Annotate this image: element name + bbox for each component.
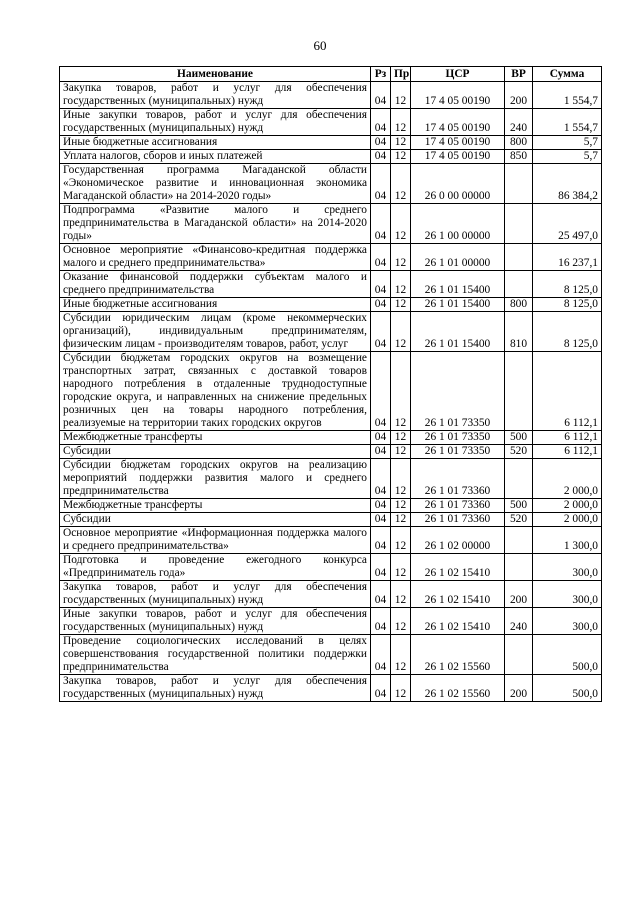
cell-pr: 12 <box>391 150 411 164</box>
cell-rz: 04 <box>371 581 391 608</box>
cell-rz: 04 <box>371 298 391 312</box>
cell-name: Субсидии юридическим лицам (кроме некоммерческих организаций), индивидуальным предпринимателям, физическим лицам - производителям товаров, работ, услуг <box>60 312 371 352</box>
cell-sum: 25 497,0 <box>533 204 602 244</box>
cell-rz: 04 <box>371 164 391 204</box>
cell-vr <box>505 635 533 675</box>
cell-pr: 12 <box>391 204 411 244</box>
cell-name: Закупка товаров, работ и услуг для обеспечения государственных (муниципальных) нужд <box>60 675 371 702</box>
cell-sum: 500,0 <box>533 635 602 675</box>
cell-vr: 200 <box>505 82 533 109</box>
cell-name: Подпрограмма «Развитие малого и среднего предпринимательства в Магаданской области» на 2014-2020 годы» <box>60 204 371 244</box>
table-row <box>60 499 602 513</box>
cell-pr: 12 <box>391 581 411 608</box>
cell-sum: 300,0 <box>533 581 602 608</box>
cell-csr: 26 1 02 15410 <box>411 608 505 635</box>
cell-sum: 2 000,0 <box>533 513 602 527</box>
cell-csr: 26 1 02 15560 <box>411 675 505 702</box>
cell-pr: 12 <box>391 109 411 136</box>
cell-pr: 12 <box>391 352 411 431</box>
cell-csr: 17 4 05 00190 <box>411 82 505 109</box>
cell-name: Подготовка и проведение ежегодного конкурса «Предприниматель года» <box>60 554 371 581</box>
cell-pr: 12 <box>391 431 411 445</box>
cell-pr: 12 <box>391 554 411 581</box>
cell-rz: 04 <box>371 445 391 459</box>
cell-sum: 8 125,0 <box>533 312 602 352</box>
cell-vr: 520 <box>505 513 533 527</box>
cell-csr: 26 1 01 73350 <box>411 352 505 431</box>
table-row <box>60 204 602 244</box>
cell-name: Оказание финансовой поддержки субъектам малого и среднего предпринимательства <box>60 271 371 298</box>
header-sum: Сумма <box>533 67 602 82</box>
cell-sum: 2 000,0 <box>533 499 602 513</box>
cell-rz: 04 <box>371 635 391 675</box>
cell-vr: 800 <box>505 298 533 312</box>
cell-pr: 12 <box>391 513 411 527</box>
cell-name: Государственная программа Магаданской области «Экономическое развитие и инновационная экономика Магаданской области» на 2014-2020 годы» <box>60 164 371 204</box>
cell-name: Проведение социологических исследований в целях совершенствования государственной политики поддержки предпринимательства <box>60 635 371 675</box>
cell-pr: 12 <box>391 527 411 554</box>
cell-rz: 04 <box>371 352 391 431</box>
cell-vr <box>505 271 533 298</box>
cell-sum: 5,7 <box>533 136 602 150</box>
cell-csr: 26 1 00 00000 <box>411 204 505 244</box>
cell-vr: 240 <box>505 608 533 635</box>
cell-rz: 04 <box>371 513 391 527</box>
cell-name: Иные закупки товаров, работ и услуг для обеспечения государственных (муниципальных) нужд <box>60 109 371 136</box>
cell-name: Субсидии <box>60 445 371 459</box>
table-row <box>60 608 602 635</box>
cell-pr: 12 <box>391 635 411 675</box>
cell-csr: 26 0 00 00000 <box>411 164 505 204</box>
cell-pr: 12 <box>391 499 411 513</box>
page-number: 60 <box>313 38 327 53</box>
cell-rz: 04 <box>371 82 391 109</box>
cell-sum: 1 554,7 <box>533 109 602 136</box>
cell-csr: 26 1 01 73350 <box>411 445 505 459</box>
table-header-row <box>60 67 602 82</box>
table-row <box>60 109 602 136</box>
cell-csr: 26 1 01 73360 <box>411 499 505 513</box>
cell-vr <box>505 244 533 271</box>
table-row <box>60 513 602 527</box>
cell-sum: 300,0 <box>533 554 602 581</box>
header-rz: Рз <box>371 67 391 82</box>
cell-pr: 12 <box>391 164 411 204</box>
table-row <box>60 554 602 581</box>
budget-table <box>59 66 602 702</box>
cell-rz: 04 <box>371 204 391 244</box>
cell-name: Субсидии <box>60 513 371 527</box>
cell-csr: 17 4 05 00190 <box>411 150 505 164</box>
cell-rz: 04 <box>371 499 391 513</box>
cell-csr: 26 1 01 73350 <box>411 431 505 445</box>
table-row <box>60 675 602 702</box>
cell-rz: 04 <box>371 608 391 635</box>
cell-vr <box>505 164 533 204</box>
cell-csr: 26 1 01 15400 <box>411 271 505 298</box>
cell-pr: 12 <box>391 445 411 459</box>
cell-sum: 6 112,1 <box>533 352 602 431</box>
cell-vr <box>505 204 533 244</box>
cell-pr: 12 <box>391 136 411 150</box>
table-row <box>60 136 602 150</box>
table-row <box>60 244 602 271</box>
cell-name: Иные бюджетные ассигнования <box>60 298 371 312</box>
header-name: Наименование <box>60 67 371 82</box>
cell-sum: 6 112,1 <box>533 445 602 459</box>
table-row <box>60 581 602 608</box>
cell-vr: 850 <box>505 150 533 164</box>
cell-csr: 26 1 01 15400 <box>411 312 505 352</box>
cell-csr: 17 4 05 00190 <box>411 109 505 136</box>
cell-rz: 04 <box>371 150 391 164</box>
cell-name: Уплата налогов, сборов и иных платежей <box>60 150 371 164</box>
cell-rz: 04 <box>371 527 391 554</box>
table-row <box>60 527 602 554</box>
cell-sum: 6 112,1 <box>533 431 602 445</box>
table-row <box>60 150 602 164</box>
cell-pr: 12 <box>391 298 411 312</box>
table-row <box>60 312 602 352</box>
cell-vr: 800 <box>505 136 533 150</box>
cell-vr: 240 <box>505 109 533 136</box>
cell-vr: 520 <box>505 445 533 459</box>
cell-sum: 16 237,1 <box>533 244 602 271</box>
cell-pr: 12 <box>391 312 411 352</box>
cell-csr: 26 1 02 15410 <box>411 581 505 608</box>
cell-pr: 12 <box>391 271 411 298</box>
table-row <box>60 635 602 675</box>
cell-csr: 26 1 01 15400 <box>411 298 505 312</box>
table-row <box>60 445 602 459</box>
cell-rz: 04 <box>371 312 391 352</box>
cell-sum: 500,0 <box>533 675 602 702</box>
cell-csr: 17 4 05 00190 <box>411 136 505 150</box>
cell-name: Субсидии бюджетам городских округов на возмещение транспортных затрат, связанных с доставкой товаров народного потребления в отдаленные труднодоступные городские округа, и направленных на снижение предельных розничных цен на товары народного потребления, реализуемые на территории таких городских округов <box>60 352 371 431</box>
cell-vr: 810 <box>505 312 533 352</box>
cell-sum: 300,0 <box>533 608 602 635</box>
cell-vr <box>505 352 533 431</box>
cell-csr: 26 1 01 73360 <box>411 459 505 499</box>
cell-name: Основное мероприятие «Финансово-кредитная поддержка малого и среднего предпринимательства» <box>60 244 371 271</box>
cell-sum: 2 000,0 <box>533 459 602 499</box>
table-body <box>60 82 602 702</box>
cell-pr: 12 <box>391 675 411 702</box>
cell-vr: 500 <box>505 499 533 513</box>
cell-name: Иные бюджетные ассигнования <box>60 136 371 150</box>
cell-sum: 8 125,0 <box>533 298 602 312</box>
cell-name: Межбюджетные трансферты <box>60 431 371 445</box>
header-vr: ВР <box>505 67 533 82</box>
cell-name: Закупка товаров, работ и услуг для обеспечения государственных (муниципальных) нужд <box>60 581 371 608</box>
cell-sum: 8 125,0 <box>533 271 602 298</box>
cell-vr <box>505 554 533 581</box>
cell-pr: 12 <box>391 82 411 109</box>
cell-rz: 04 <box>371 109 391 136</box>
cell-name: Межбюджетные трансферты <box>60 499 371 513</box>
cell-vr: 200 <box>505 675 533 702</box>
header-pr: Пр <box>391 67 411 82</box>
cell-name: Закупка товаров, работ и услуг для обеспечения государственных (муниципальных) нужд <box>60 82 371 109</box>
cell-sum: 86 384,2 <box>533 164 602 204</box>
cell-rz: 04 <box>371 675 391 702</box>
cell-rz: 04 <box>371 136 391 150</box>
cell-pr: 12 <box>391 244 411 271</box>
cell-vr <box>505 459 533 499</box>
table-row <box>60 164 602 204</box>
cell-name: Иные закупки товаров, работ и услуг для обеспечения государственных (муниципальных) нужд <box>60 608 371 635</box>
cell-rz: 04 <box>371 554 391 581</box>
table-row <box>60 352 602 431</box>
cell-csr: 26 1 01 73360 <box>411 513 505 527</box>
cell-rz: 04 <box>371 459 391 499</box>
table-row <box>60 298 602 312</box>
cell-rz: 04 <box>371 431 391 445</box>
cell-rz: 04 <box>371 244 391 271</box>
cell-csr: 26 1 02 15560 <box>411 635 505 675</box>
cell-rz: 04 <box>371 271 391 298</box>
cell-vr <box>505 527 533 554</box>
table-row <box>60 431 602 445</box>
cell-sum: 5,7 <box>533 150 602 164</box>
cell-sum: 1 300,0 <box>533 527 602 554</box>
table-row <box>60 271 602 298</box>
cell-pr: 12 <box>391 459 411 499</box>
cell-csr: 26 1 02 15410 <box>411 554 505 581</box>
table-row <box>60 459 602 499</box>
header-csr: ЦСР <box>411 67 505 82</box>
cell-vr: 200 <box>505 581 533 608</box>
cell-csr: 26 1 02 00000 <box>411 527 505 554</box>
cell-vr: 500 <box>505 431 533 445</box>
cell-name: Субсидии бюджетам городских округов на реализацию мероприятий поддержки развития малого и среднего предпринимательства <box>60 459 371 499</box>
cell-pr: 12 <box>391 608 411 635</box>
table-row <box>60 82 602 109</box>
cell-sum: 1 554,7 <box>533 82 602 109</box>
cell-name: Основное мероприятие «Информационная поддержка малого и среднего предпринимательства» <box>60 527 371 554</box>
cell-csr: 26 1 01 00000 <box>411 244 505 271</box>
